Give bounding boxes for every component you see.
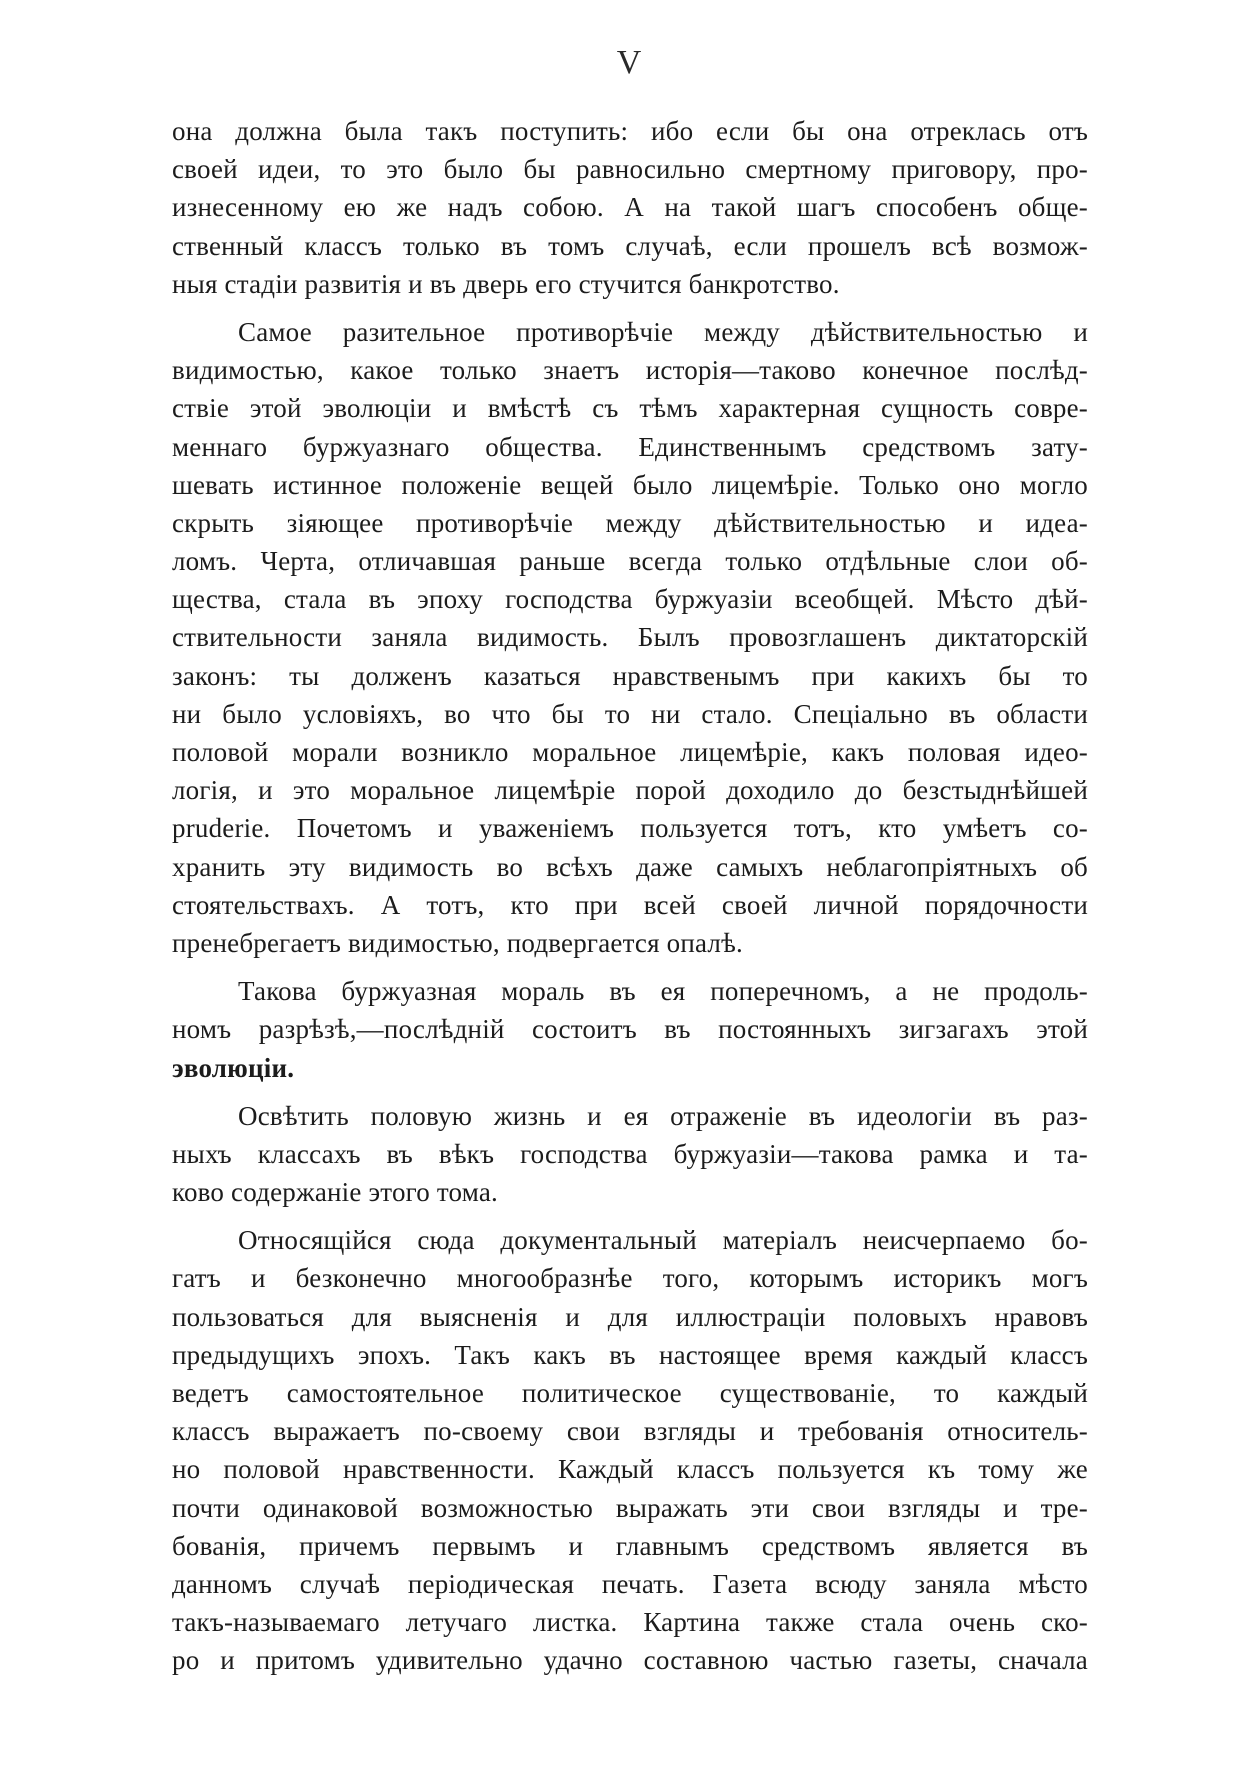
body-text — [172, 112, 1088, 1680]
text-line: данномъ случаѣ періодическая печать. Газета всюду заняла мѣсто — [172, 1568, 1088, 1599]
text-line: Такова буржуазная мораль въ ея поперечномъ, а не продоль- — [238, 976, 1088, 1007]
paragraph — [172, 112, 1088, 303]
text-line: меннаго буржуазнаго общества. Единственнымъ средствомъ зату- — [172, 431, 1088, 462]
text-line: почти одинаковой возможностью выражать эти свои взгляды и тре- — [172, 1492, 1088, 1523]
text-line: Самое разительное противорѣчіе между дѣйствительностью и — [238, 316, 1088, 347]
text-line: Относящійся сюда документальный матеріалъ неисчерпаемо бо- — [238, 1225, 1088, 1256]
text-line: pruderie. Почетомъ и уваженіемъ пользуется тотъ, кто умѣетъ со- — [172, 813, 1088, 844]
text-line: она должна была такъ поступить: ибо если бы она отреклась отъ — [172, 116, 1088, 146]
text-line: ково содержаніе этого тома. — [172, 1177, 498, 1208]
text-line: бованія, причемъ первымъ и главнымъ средствомъ является въ — [172, 1530, 1088, 1561]
text-line: номъ разрѣзѣ,—послѣдній состоитъ въ постоянныхъ зигзагахъ этой — [172, 1014, 1088, 1045]
text-line: хранить эту видимость во всѣхъ даже самыхъ неблагопріятныхъ об — [172, 851, 1088, 882]
text-line: видимостью, какое только знаетъ исторія—таково конечное послѣд- — [172, 355, 1088, 386]
text-line: Освѣтить половую жизнь и ея отраженіе въ идеологіи въ раз- — [238, 1100, 1088, 1131]
text-line: щества, стала въ эпоху господства буржуазіи всеобщей. Мѣсто дѣй- — [172, 584, 1088, 615]
text-line: ственный классъ только въ томъ случаѣ, если прошелъ всѣ возмож- — [172, 230, 1088, 261]
paragraph — [172, 972, 1088, 1087]
text-line: такъ-называемаго летучаго листка. Картина также стала очень ско- — [172, 1607, 1088, 1638]
text-line: пользоваться для выясненія и для иллюстраціи половыхъ нравовъ — [172, 1301, 1088, 1332]
text-line: изнесенному ею же надъ собою. А на такой шагъ способенъ обще- — [172, 192, 1088, 223]
text-line: классъ выражаетъ по-своему свои взгляды и требованія относитель- — [172, 1416, 1088, 1447]
text-line: законъ: ты долженъ казаться нравственымъ при какихъ бы то — [172, 660, 1088, 691]
text-line: но половой нравственности. Каждый классъ пользуется къ тому же — [172, 1454, 1088, 1485]
text-line: ломъ. Черта, отличавшая раньше всегда только отдѣльные слои об- — [172, 546, 1088, 577]
text-line: стоятельствахъ. А тотъ, кто при всей своей личной порядочности — [172, 889, 1088, 920]
text-line: ствительности заняла видимость. Былъ провозглашенъ диктаторскій — [172, 622, 1088, 653]
text-line: половой морали возникло моральное лицемѣріе, какъ половая идео- — [172, 737, 1088, 767]
text-line: своей идеи, то это было бы равносильно смертному приговору, про- — [172, 154, 1088, 185]
text-line: ведетъ самостоятельное политическое существованіе, то каждый — [172, 1378, 1088, 1408]
paragraph — [172, 1097, 1088, 1212]
paragraph — [172, 1221, 1088, 1679]
text-line: скрыть зіяющее противорѣчіе между дѣйствительностью и идеа- — [172, 507, 1088, 538]
text-line: шевать истинное положеніе вещей было лицемѣріе. Только оно могло — [172, 469, 1088, 500]
text-line: ствіе этой эволюціи и вмѣстѣ съ тѣмъ характерная сущность совре- — [172, 393, 1088, 424]
text-line: ни было условіяхъ, во что бы то ни стало. Спеціально въ области — [172, 698, 1088, 729]
text-line: пренебрегаетъ видимостью, подвергается опалѣ. — [172, 927, 743, 958]
text-line: гатъ и безконечно многообразнѣе того, которымъ историкъ могъ — [172, 1263, 1088, 1294]
text-line: логія, и это моральное лицемѣріе порой доходило до безстыднѣйшей — [172, 775, 1088, 806]
paragraph — [172, 313, 1088, 962]
page-number: V — [616, 44, 643, 81]
text-line: эволюціи. — [172, 1052, 295, 1083]
text-line: предыдущихъ эпохъ. Такъ какъ въ настоящее время каждый классъ — [172, 1339, 1088, 1370]
text-line: ро и притомъ удивительно удачно составною частью газеты, сначала — [172, 1645, 1088, 1676]
text-line: ныя стадіи развитія и въ дверь его стучится банкротство. — [172, 268, 840, 299]
text-line: ныхъ классахъ въ вѣкъ господства буржуазіи—такова рамка и та- — [172, 1138, 1088, 1169]
